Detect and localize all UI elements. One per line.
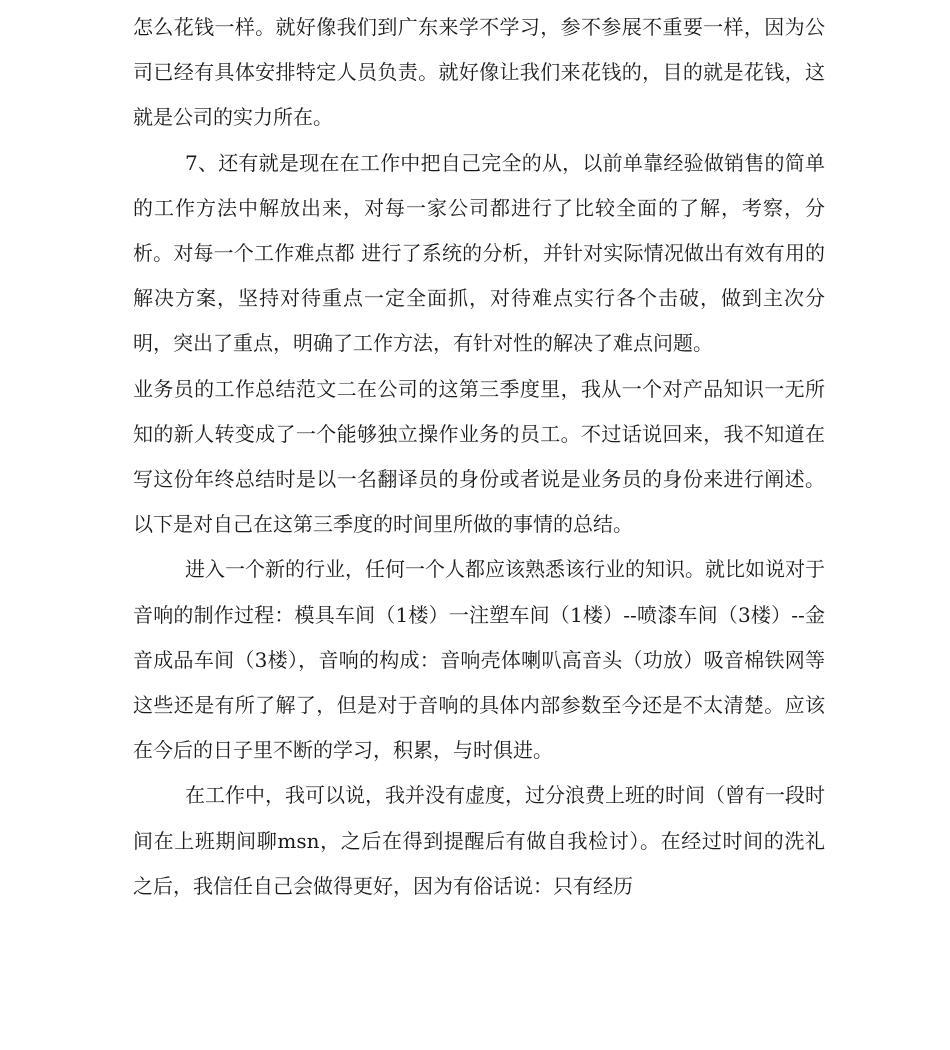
paragraph-1: 怎么花钱一样。就好像我们到广东来学不学习，参不参展不重要一样，因为公司已经有具体安排特定人员负责。就好像让我们来花钱的，目的就是花钱，这就是公司的实力所在。 [133, 15, 825, 130]
paragraph-3: 业务员的工作总结范文二在公司的这第三季度里，我从一个对产品知识一无所知的新人转变成了一个能够独立操作业务的员工。不过话说回来，我不知道在写这份年终总结时是以一名翻译员的身份或者说是业务员的身份来进行阐述。以下是对自己在这第三季度的时间里所做的事情的总结。 [133, 376, 825, 537]
paragraph-5: 在工作中，我可以说，我并没有虚度，过分浪费上班的时间（曾有一段时间在上班期间聊msn，之后在得到提醒后有做自我检讨）。在经过时间的洗礼之后，我信任自己会做得更好，因为有俗话说：只有经历 [133, 783, 825, 898]
paragraph-4: 进入一个新的行业，任何一个人都应该熟悉该行业的知识。就比如说对于音响的制作过程：模具车间（1楼）一注塑车间（1楼）--喷漆车间（3楼）--金音成品车间（3楼），音响的构成：音响壳体喇叭高音头（功放）吸音棉铁网等这些还是有所了解了，但是对于音响的具体内部参数至今还是不太清楚。应该在今后的日子里不断的学习，积累，与时俱进。 [133, 557, 825, 763]
document-page [133, 0, 825, 1050]
document-body [133, 5, 825, 909]
paragraph-2: 7、还有就是现在在工作中把自己完全的从，以前单靠经验做销售的简单的工作方法中解放出来，对每一家公司都进行了比较全面的了解，考察，分析。对每一个工作难点都 进行了系统的分析，并针对实际情况做出有效有用的解决方案，坚持对待重点一定全面抓，对待难点实行各个击破，做到主次分明，突出了重点，明确了工作方法，有针对性的解决了难点问题。 [133, 150, 825, 356]
